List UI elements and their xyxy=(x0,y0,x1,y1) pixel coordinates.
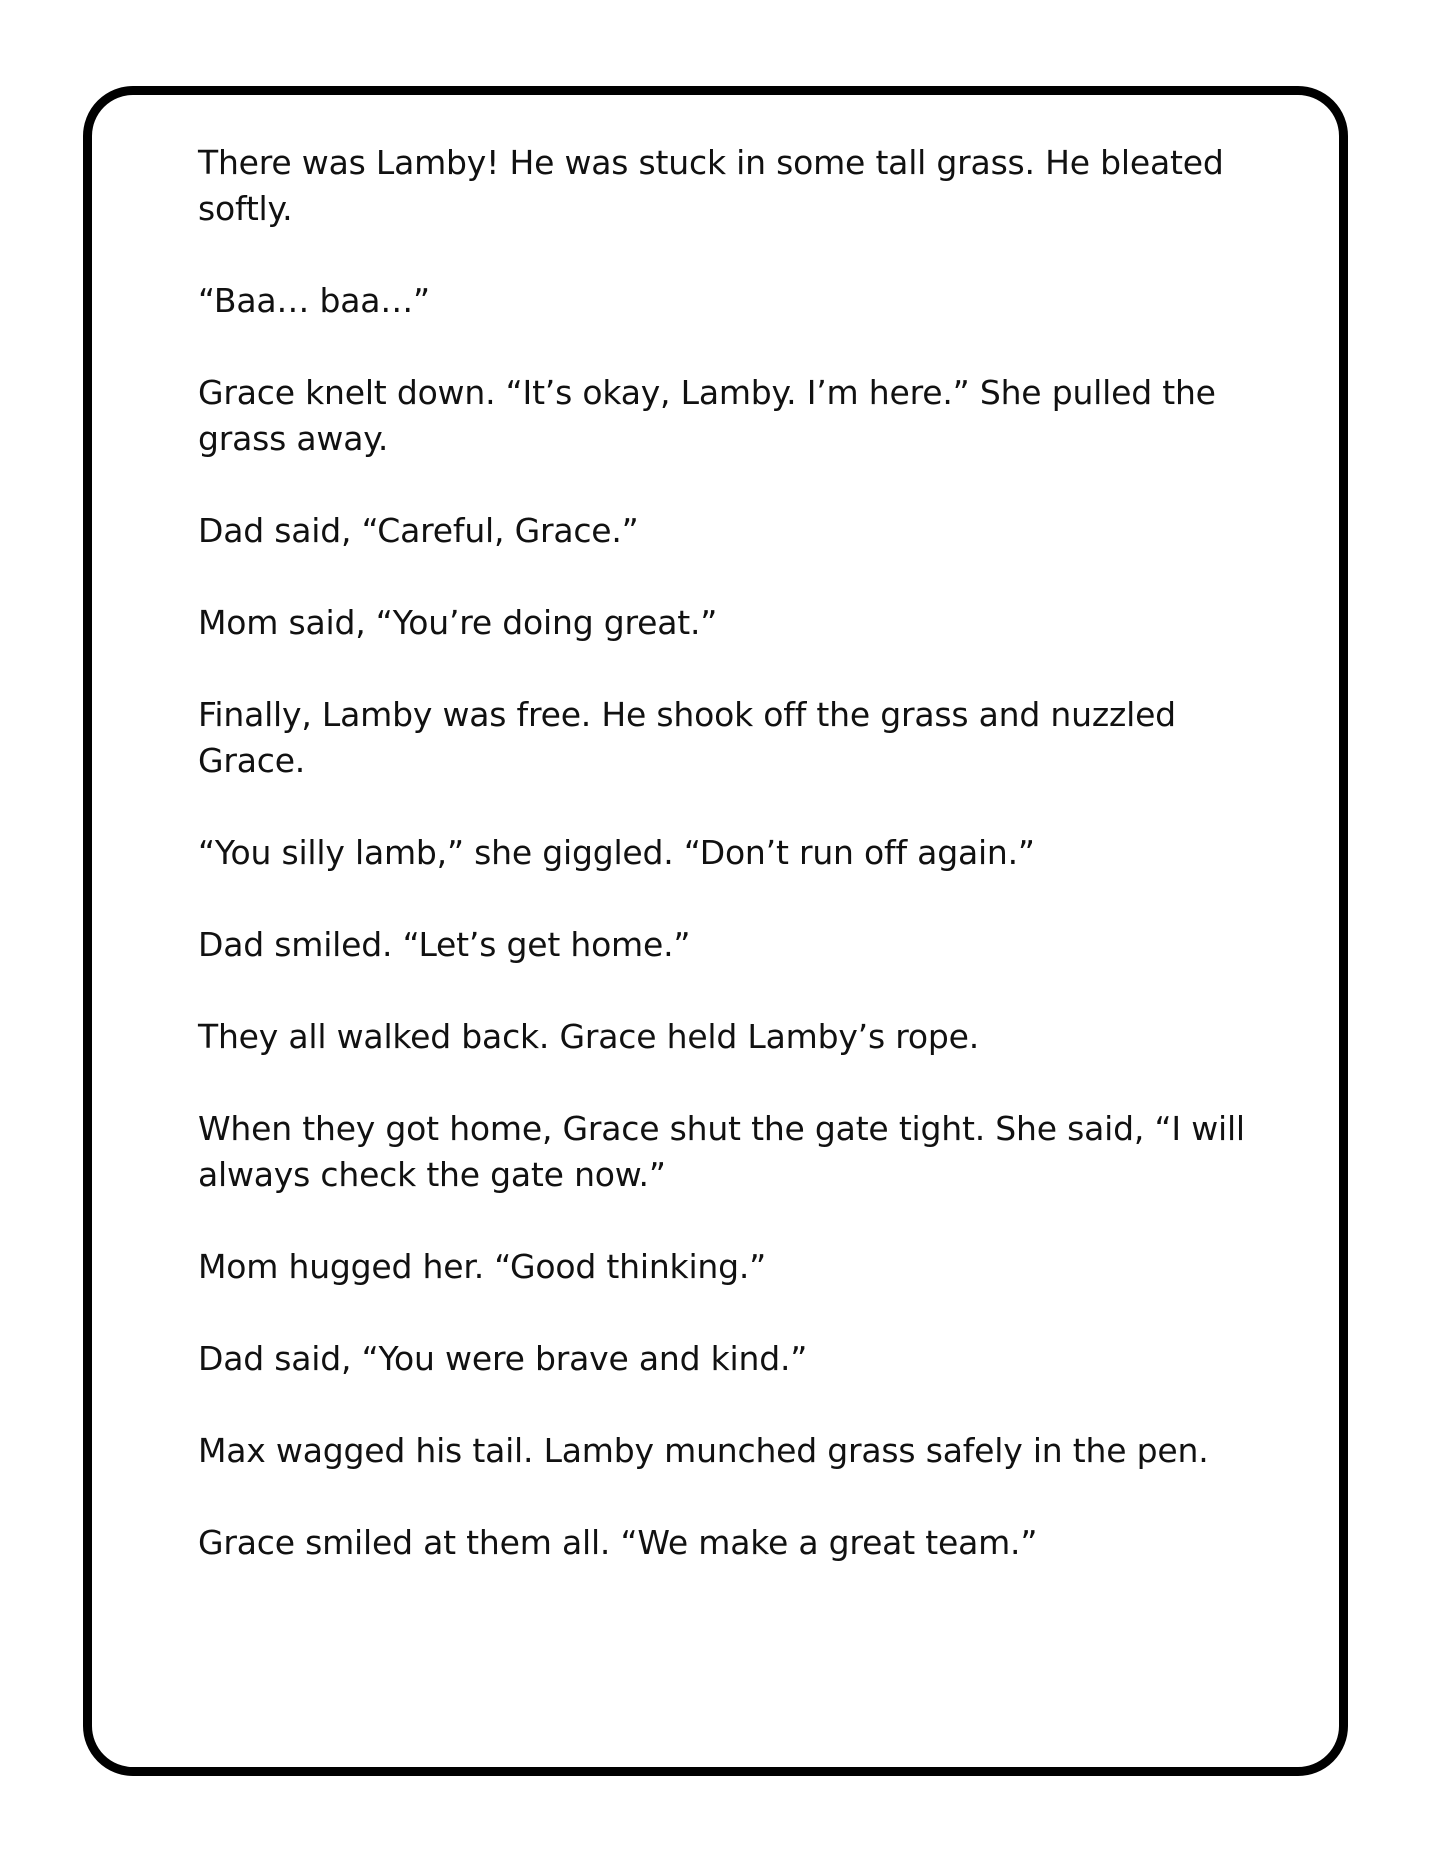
story-paragraph: “You silly lamb,” she giggled. “Don’t run off again.” xyxy=(198,833,1035,872)
story-paragraph: Mom said, “You’re doing great.” xyxy=(198,603,718,642)
story-paragraph: Grace knelt down. “It’s okay, Lamby. I’m here.” She pulled the grass away. xyxy=(198,373,1216,458)
story-paragraph: Max wagged his tail. Lamby munched grass safely in the pen. xyxy=(198,1431,1209,1470)
story-paragraph: When they got home, Grace shut the gate tight. She said, “I will always check the gate now.” xyxy=(198,1109,1245,1194)
story-paragraph: Dad said, “Careful, Grace.” xyxy=(198,511,639,550)
story-paragraph: Dad smiled. “Let’s get home.” xyxy=(198,925,691,964)
story-paragraph: Finally, Lamby was free. He shook off the grass and nuzzled Grace. xyxy=(198,695,1176,780)
story-paragraph: “Baa… baa…” xyxy=(198,281,430,320)
story-paragraph: Dad said, “You were brave and kind.” xyxy=(198,1339,808,1378)
story-paragraph: Mom hugged her. “Good thinking.” xyxy=(198,1247,767,1286)
story-paragraph: Grace smiled at them all. “We make a great team.” xyxy=(198,1523,1038,1562)
story-text xyxy=(198,140,1258,1612)
story-paragraph: They all walked back. Grace held Lamby’s rope. xyxy=(198,1017,979,1056)
story-paragraph: There was Lamby! He was stuck in some tall grass. He bleated softly. xyxy=(198,143,1224,228)
